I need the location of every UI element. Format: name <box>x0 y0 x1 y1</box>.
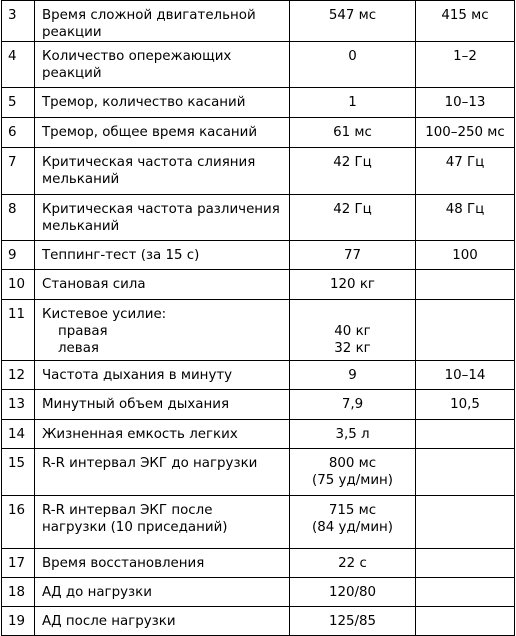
table-row <box>2 148 515 195</box>
table-row <box>2 88 515 118</box>
row-number: 5 <box>2 88 35 118</box>
row-number: 8 <box>2 195 35 241</box>
indicator-value: 77 <box>290 241 416 270</box>
indicators-table <box>1 0 515 636</box>
indicator-name: R-R интервал ЭКГ до нагрузки <box>42 456 258 471</box>
indicator-name: Количество опережающих реакций <box>42 49 232 81</box>
indicator-name: АД до нагрузки <box>42 585 152 600</box>
indicator-norm: 48 Гц <box>416 195 515 241</box>
table-row <box>2 549 515 578</box>
table-row <box>2 361 515 390</box>
indicator-value: 3,5 л <box>290 420 416 449</box>
row-number: 6 <box>2 118 35 148</box>
table-row <box>2 607 515 636</box>
indicator-name: Кистевое усилие: <box>42 307 167 322</box>
indicator-norm <box>416 607 515 636</box>
indicator-value: 120 кг <box>290 270 416 300</box>
row-number: 7 <box>2 148 35 195</box>
row-number: 16 <box>2 496 35 549</box>
row-number: 4 <box>2 42 35 88</box>
indicator-value: 0 <box>290 42 416 88</box>
indicator-norm: 10–14 <box>416 361 515 390</box>
table-row <box>2 420 515 449</box>
indicator-name: Жизненная емкость легких <box>42 427 238 442</box>
row-number: 9 <box>2 241 35 270</box>
indicator-norm <box>416 578 515 607</box>
indicator-name: Тремор, общее время касаний <box>42 125 258 140</box>
table-row <box>2 496 515 549</box>
indicator-value: 715 мс (84 уд/мин) <box>312 503 393 535</box>
indicator-name: Время сложной двигательной реакции <box>42 8 256 40</box>
row-number: 18 <box>2 578 35 607</box>
indicator-norm: 1–2 <box>416 42 515 88</box>
indicator-norm <box>416 496 515 549</box>
indicator-norm <box>416 300 515 361</box>
row-number: 13 <box>2 390 35 420</box>
row-number: 14 <box>2 420 35 449</box>
table-row <box>2 300 515 361</box>
indicator-norm: 10,5 <box>416 390 515 420</box>
row-number: 12 <box>2 361 35 390</box>
table-row <box>2 195 515 241</box>
row-number: 3 <box>2 1 35 42</box>
indicator-name: Критическая частота различения мельканий <box>42 202 280 234</box>
indicator-name: Время восстановления <box>42 556 205 571</box>
row-number: 17 <box>2 549 35 578</box>
table-row <box>2 118 515 148</box>
indicator-name: Критическая частота слияния мельканий <box>42 155 256 187</box>
indicator-value: 1 <box>290 88 416 118</box>
sub-item-left: левая <box>58 341 99 356</box>
table-row <box>2 390 515 420</box>
indicator-value: 42 Гц <box>290 195 416 241</box>
indicator-norm <box>416 420 515 449</box>
indicator-norm <box>416 549 515 578</box>
indicator-value: 42 Гц <box>290 148 416 195</box>
sub-item-right: правая <box>58 324 108 339</box>
row-number: 15 <box>2 449 35 496</box>
indicator-value: 22 с <box>290 549 416 578</box>
indicator-norm: 10–13 <box>416 88 515 118</box>
indicator-norm: 415 мс <box>416 1 515 42</box>
indicator-value: 7,9 <box>290 390 416 420</box>
indicator-norm: 47 Гц <box>416 148 515 195</box>
row-number: 19 <box>2 607 35 636</box>
indicator-name: Минутный объем дыхания <box>42 397 230 412</box>
table-row <box>2 449 515 496</box>
indicator-value: 547 мс <box>290 1 416 42</box>
indicator-value: 800 мс (75 уд/мин) <box>312 456 393 488</box>
indicator-norm: 100–250 мс <box>416 118 515 148</box>
row-number: 11 <box>2 300 35 361</box>
indicator-name: Теппинг-тест (за 15 с) <box>42 248 200 263</box>
indicator-value: 120/80 <box>290 578 416 607</box>
table-row <box>2 241 515 270</box>
table-row <box>2 42 515 88</box>
indicator-value: 9 <box>290 361 416 390</box>
indicator-norm <box>416 270 515 300</box>
indicator-name: R-R интервал ЭКГ после нагрузки (10 приседаний) <box>42 503 228 535</box>
indicator-name: Частота дыхания в минуту <box>42 368 233 383</box>
indicator-norm: 100 <box>416 241 515 270</box>
indicator-value: 125/85 <box>290 607 416 636</box>
indicator-norm <box>416 449 515 496</box>
indicator-value: 40 кг 32 кг <box>334 324 371 356</box>
indicator-name: АД после нагрузки <box>42 614 176 629</box>
indicator-value: 61 мс <box>290 118 416 148</box>
row-number: 10 <box>2 270 35 300</box>
indicator-name: Становая сила <box>42 277 146 292</box>
table-row <box>2 270 515 300</box>
table-row <box>2 1 515 42</box>
table-row <box>2 578 515 607</box>
indicator-name: Тремор, количество касаний <box>42 95 246 110</box>
